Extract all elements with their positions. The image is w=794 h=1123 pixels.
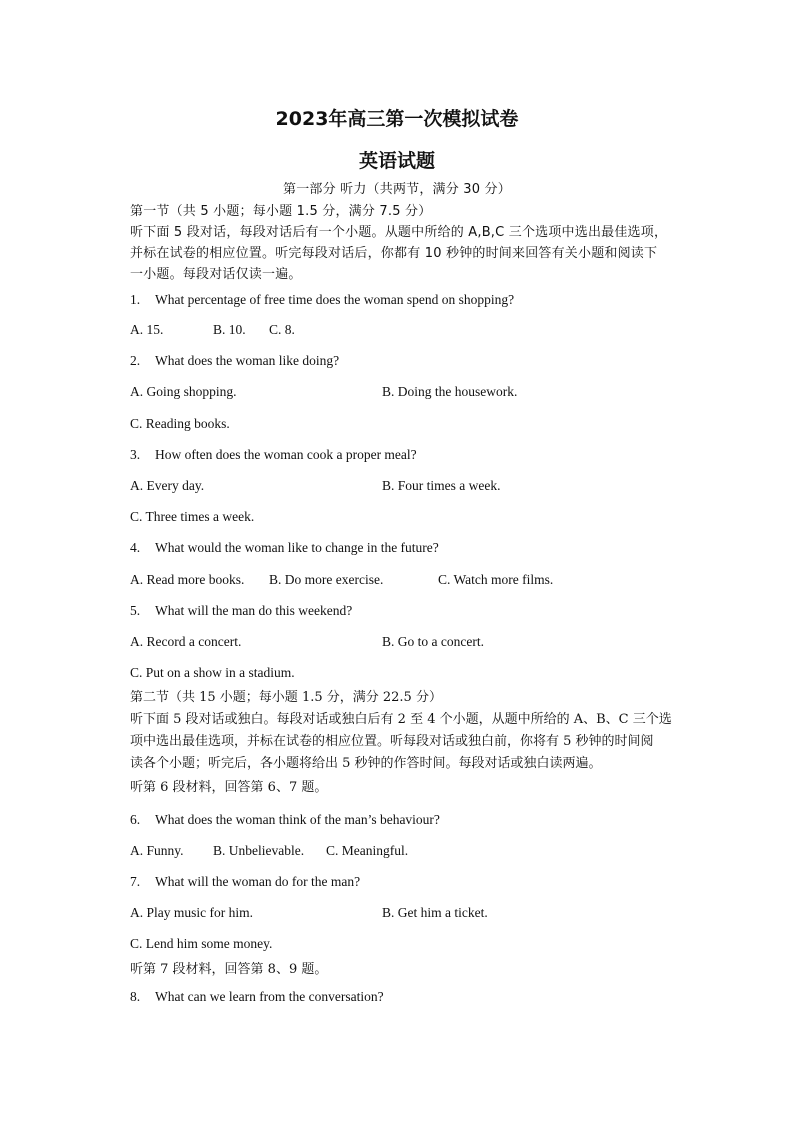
option-a: A. 15. — [130, 322, 164, 337]
option-a: A. Play music for him. — [130, 905, 253, 920]
question-text: What percentage of free time does the woman spend on shopping? — [155, 292, 515, 307]
option-b: B. Unbelievable. — [213, 843, 305, 858]
question-number: 2. — [130, 353, 141, 368]
option-b: B. Doing the housework. — [382, 384, 518, 399]
question-text: How often does the woman cook a proper meal? — [155, 447, 417, 462]
section1-instruction-line: 一小题。每段对话仅读一遍。 — [130, 267, 302, 282]
question-text: What will the woman do for the man? — [155, 874, 361, 889]
material-heading: 听第 7 段材料，回答第 8、9 题。 — [130, 962, 328, 977]
question-8 — [130, 989, 384, 1005]
option-c: C. Put on a show in a stadium. — [130, 665, 295, 680]
question-text: What does the woman think of the man’s behaviour? — [155, 812, 440, 827]
section2-instruction-line: 听下面 5 段对话或独白。每段对话或独白后有 2 至 4 个小题，从题中所给的 A、B、C 三个选 — [130, 712, 672, 727]
question-text: What would the woman like to change in the future? — [155, 540, 439, 555]
option-b: B. Get him a ticket. — [382, 905, 488, 920]
option-b: B. 10. — [213, 322, 246, 337]
option-a: A. Going shopping. — [130, 384, 237, 399]
option-c: C. Watch more films. — [438, 572, 554, 587]
option-a: A. Every day. — [130, 478, 205, 493]
material-heading: 听第 6 段材料，回答第 6、7 题。 — [130, 780, 328, 795]
option-c: C. Reading books. — [130, 416, 230, 431]
question-number: 1. — [130, 292, 141, 307]
part1-heading: 第一部分 听力（共两节，满分 30 分） — [283, 182, 511, 197]
exam-title: 2023年高三第一次模拟试卷 — [275, 108, 519, 130]
option-a: A. Record a concert. — [130, 634, 242, 649]
question-number: 4. — [130, 540, 141, 555]
question-number: 6. — [130, 812, 141, 827]
option-c: C. Lend him some money. — [130, 936, 273, 951]
option-b: B. Do more exercise. — [269, 572, 384, 587]
option-b: B. Four times a week. — [382, 478, 501, 493]
option-a: A. Read more books. — [130, 572, 245, 587]
exam-subtitle: 英语试题 — [358, 150, 435, 172]
question-7 — [130, 874, 360, 890]
question-4 — [130, 540, 439, 556]
section2-instruction-line: 读各个小题；听完后，各小题将给出 5 秒钟的作答时间。每段对话或独白读两遍。 — [130, 756, 602, 771]
question-1 — [130, 292, 514, 308]
question-text: What does the woman like doing? — [155, 353, 340, 368]
option-b: B. Go to a concert. — [382, 634, 484, 649]
section2-heading: 第二节（共 15 小题；每小题 1.5 分，满分 22.5 分） — [130, 690, 442, 705]
section1-heading: 第一节（共 5 小题；每小题 1.5 分，满分 7.5 分） — [130, 204, 432, 219]
section2-instruction-line: 项中选出最佳选项，并标在试卷的相应位置。听每段对话或独白前，你将有 5 秒钟的时间阅 — [130, 734, 654, 749]
question-number: 3. — [130, 447, 141, 462]
question-5 — [130, 603, 352, 619]
question-2 — [130, 353, 339, 369]
option-c: C. Meaningful. — [326, 843, 409, 858]
question-3 — [130, 447, 417, 463]
option-c: C. Three times a week. — [130, 509, 255, 524]
question-6 — [130, 812, 440, 828]
section1-instruction-line: 听下面 5 段对话，每段对话后有一个小题。从题中所给的 A,B,C 三个选项中选出最佳选项， — [130, 225, 668, 240]
question-number: 7. — [130, 874, 141, 889]
question-text: What will the man do this weekend? — [155, 603, 353, 618]
option-c: C. 8. — [269, 322, 295, 337]
question-text: What can we learn from the conversation? — [155, 989, 384, 1004]
section1-instruction-line: 并标在试卷的相应位置。听完每段对话后，你都有 10 秒钟的时间来回答有关小题和阅读下 — [130, 246, 658, 261]
option-a: A. Funny. — [130, 843, 184, 858]
question-number: 5. — [130, 603, 141, 618]
question-number: 8. — [130, 989, 141, 1004]
